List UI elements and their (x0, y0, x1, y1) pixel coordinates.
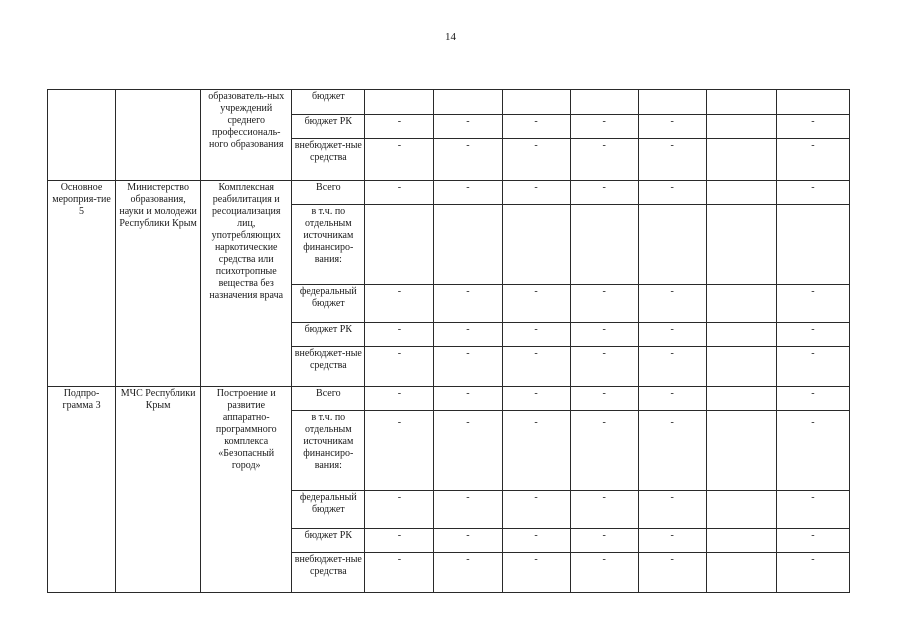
executor-cell: МЧС Республики Крым (116, 387, 201, 593)
value-cell (706, 387, 776, 411)
funding-source-cell: внебюджет-ные средства (292, 347, 365, 387)
value-cell (706, 205, 776, 285)
value-cell (706, 347, 776, 387)
value-cell (706, 139, 776, 181)
value-cell (706, 553, 776, 593)
value-cell: - (638, 529, 706, 553)
value-cell: - (776, 323, 849, 347)
value-cell: - (776, 139, 849, 181)
value-cell: - (776, 529, 849, 553)
value-cell: - (570, 347, 638, 387)
value-cell: - (365, 491, 434, 529)
value-cell: - (570, 411, 638, 491)
value-cell (706, 529, 776, 553)
page-number: 14 (445, 31, 456, 43)
value-cell (638, 90, 706, 115)
value-cell: - (365, 115, 434, 139)
value-cell: - (434, 387, 502, 411)
value-cell: - (502, 387, 570, 411)
funding-source-cell: в т.ч. по отдельным источникам финансиро-вания: (292, 205, 365, 285)
funding-source-cell: Всего (292, 387, 365, 411)
value-cell (502, 205, 570, 285)
funding-source-cell: Всего (292, 181, 365, 205)
value-cell: - (638, 285, 706, 323)
value-cell: - (638, 553, 706, 593)
value-cell: - (776, 491, 849, 529)
value-cell (706, 181, 776, 205)
value-cell: - (638, 323, 706, 347)
value-cell (365, 90, 434, 115)
value-cell (706, 323, 776, 347)
value-cell: - (776, 181, 849, 205)
value-cell: - (434, 285, 502, 323)
value-cell: - (434, 347, 502, 387)
value-cell: - (434, 139, 502, 181)
program-code-cell: Подпро-грамма 3 (48, 387, 116, 593)
value-cell: - (365, 139, 434, 181)
value-cell: - (638, 491, 706, 529)
executor-cell: Министерство образования, науки и молодежи Республики Крым (116, 181, 201, 387)
value-cell: - (570, 529, 638, 553)
value-cell: - (570, 553, 638, 593)
funding-source-cell: внебюджет-ные средства (292, 139, 365, 181)
value-cell: - (365, 529, 434, 553)
description-cell: Построение и развитие аппаратно-программного комплекса «Безопасный город» (201, 387, 292, 593)
program-code-cell: Основное мероприя-тие 5 (48, 181, 116, 387)
value-cell: - (365, 181, 434, 205)
value-cell: - (776, 553, 849, 593)
budget-table (47, 89, 850, 593)
value-cell: - (638, 411, 706, 491)
value-cell: - (434, 323, 502, 347)
value-cell: - (776, 285, 849, 323)
value-cell: - (570, 387, 638, 411)
value-cell: - (502, 115, 570, 139)
value-cell: - (365, 411, 434, 491)
value-cell: - (434, 553, 502, 593)
value-cell (776, 205, 849, 285)
value-cell (502, 90, 570, 115)
value-cell: - (570, 139, 638, 181)
table-row (48, 181, 850, 205)
value-cell (706, 285, 776, 323)
funding-source-cell: бюджет РК (292, 115, 365, 139)
funding-source-cell: федеральный бюджет (292, 285, 365, 323)
value-cell: - (776, 115, 849, 139)
value-cell (706, 411, 776, 491)
value-cell: - (434, 529, 502, 553)
description-cell: образователь-ных учреждений среднего профессиональ-ного образования (201, 90, 292, 181)
value-cell: - (365, 285, 434, 323)
value-cell: - (502, 529, 570, 553)
value-cell (638, 205, 706, 285)
value-cell: - (638, 115, 706, 139)
value-cell: - (365, 553, 434, 593)
program-code-cell (48, 90, 116, 181)
value-cell: - (638, 181, 706, 205)
funding-source-cell: бюджет РК (292, 529, 365, 553)
value-cell: - (365, 347, 434, 387)
value-cell: - (502, 411, 570, 491)
value-cell: - (434, 115, 502, 139)
value-cell (706, 90, 776, 115)
value-cell: - (434, 411, 502, 491)
value-cell: - (638, 387, 706, 411)
table-row (48, 387, 850, 411)
value-cell: - (570, 181, 638, 205)
value-cell: - (570, 491, 638, 529)
value-cell: - (502, 491, 570, 529)
value-cell: - (434, 181, 502, 205)
value-cell: - (502, 323, 570, 347)
value-cell (570, 205, 638, 285)
value-cell: - (502, 347, 570, 387)
value-cell (706, 491, 776, 529)
value-cell: - (570, 285, 638, 323)
value-cell: - (638, 347, 706, 387)
value-cell: - (365, 387, 434, 411)
value-cell (434, 205, 502, 285)
value-cell (776, 90, 849, 115)
value-cell: - (502, 553, 570, 593)
value-cell: - (502, 139, 570, 181)
value-cell (706, 115, 776, 139)
value-cell (434, 90, 502, 115)
description-cell: Комплексная реабилитация и ресоциализация лиц, употребляющих наркотические средства или психотропные вещества без назначения врача (201, 181, 292, 387)
value-cell: - (776, 411, 849, 491)
value-cell: - (502, 181, 570, 205)
value-cell: - (638, 139, 706, 181)
funding-source-cell: федеральный бюджет (292, 491, 365, 529)
funding-source-cell: бюджет РК (292, 323, 365, 347)
value-cell: - (365, 323, 434, 347)
value-cell: - (776, 387, 849, 411)
value-cell: - (570, 115, 638, 139)
value-cell (365, 205, 434, 285)
funding-source-cell: бюджет (292, 90, 365, 115)
value-cell (570, 90, 638, 115)
value-cell: - (776, 347, 849, 387)
table-row (48, 90, 850, 115)
value-cell: - (502, 285, 570, 323)
executor-cell (116, 90, 201, 181)
funding-source-cell: в т.ч. по отдельным источникам финансиро-вания: (292, 411, 365, 491)
value-cell: - (434, 491, 502, 529)
funding-source-cell: внебюджет-ные средства (292, 553, 365, 593)
value-cell: - (570, 323, 638, 347)
